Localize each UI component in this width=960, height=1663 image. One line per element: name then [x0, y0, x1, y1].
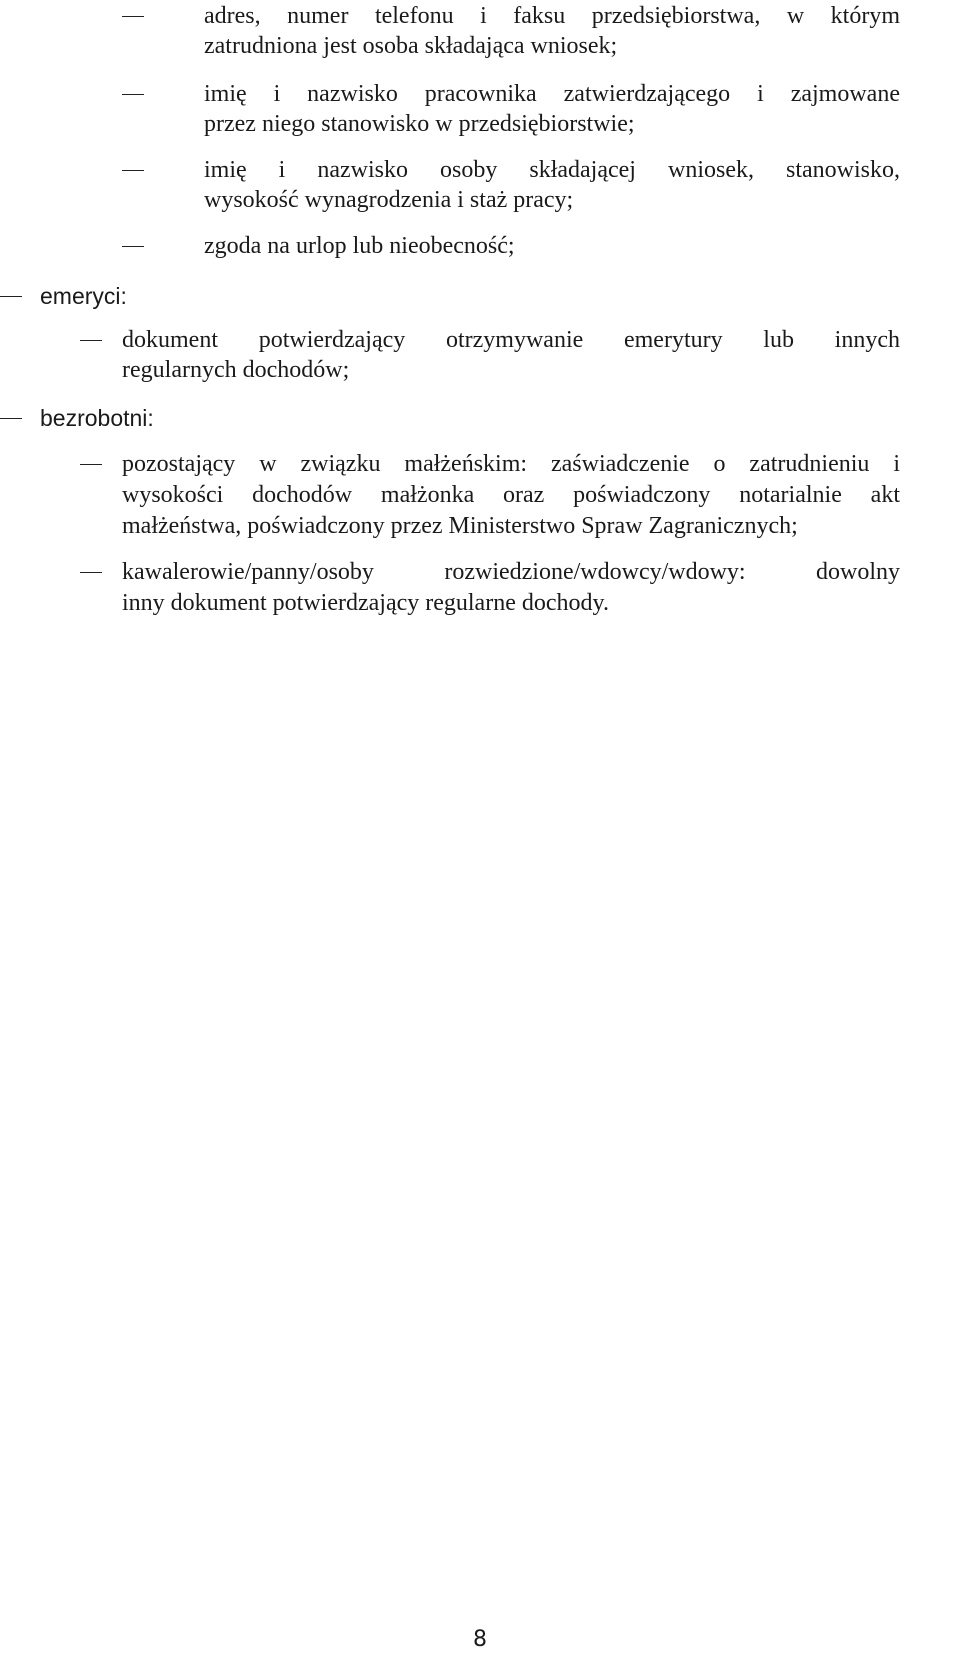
item-line: regularnych dochodów;	[122, 357, 350, 383]
dash-bullet	[122, 170, 144, 171]
item-line: kawalerowie/panny/osoby rozwiedzione/wdowcy/wdowy: dowolny	[122, 559, 900, 585]
item-line: zgoda na urlop lub nieobecność;	[204, 233, 515, 259]
item-line: zatrudniona jest osoba składająca wniosek;	[204, 33, 618, 59]
section-heading: bezrobotni:	[40, 405, 154, 431]
item-line: wysokość wynagrodzenia i staż pracy;	[204, 187, 574, 213]
dash-bullet	[122, 246, 144, 247]
dash-bullet	[0, 296, 22, 297]
dash-bullet	[0, 418, 22, 419]
item-line: małżeństwa, poświadczony przez Ministerstwo Spraw Zagranicznych;	[122, 513, 798, 539]
item-line: pozostający w związku małżeńskim: zaświadczenie o zatrudnieniu i	[122, 451, 900, 477]
dash-bullet	[80, 464, 102, 465]
item-line: wysokości dochodów małżonka oraz poświadczony notarialnie akt	[122, 482, 900, 508]
dash-bullet	[80, 340, 102, 341]
item-line: dokument potwierdzający otrzymywanie emerytury lub innych	[122, 327, 900, 353]
section-heading: emeryci:	[40, 283, 127, 309]
item-line: adres, numer telefonu i faksu przedsiębiorstwa, w którym	[204, 3, 900, 29]
item-line: imię i nazwisko osoby składającej wniosek, stanowisko,	[204, 157, 900, 183]
dash-bullet	[80, 572, 102, 573]
item-line: imię i nazwisko pracownika zatwierdzającego i zajmowane	[204, 81, 900, 107]
dash-bullet	[122, 94, 144, 95]
item-line: przez niego stanowisko w przedsiębiorstwie;	[204, 111, 635, 137]
page-number: 8	[473, 1627, 487, 1652]
item-line: inny dokument potwierdzający regularne dochody.	[122, 590, 609, 616]
dash-bullet	[122, 16, 144, 17]
